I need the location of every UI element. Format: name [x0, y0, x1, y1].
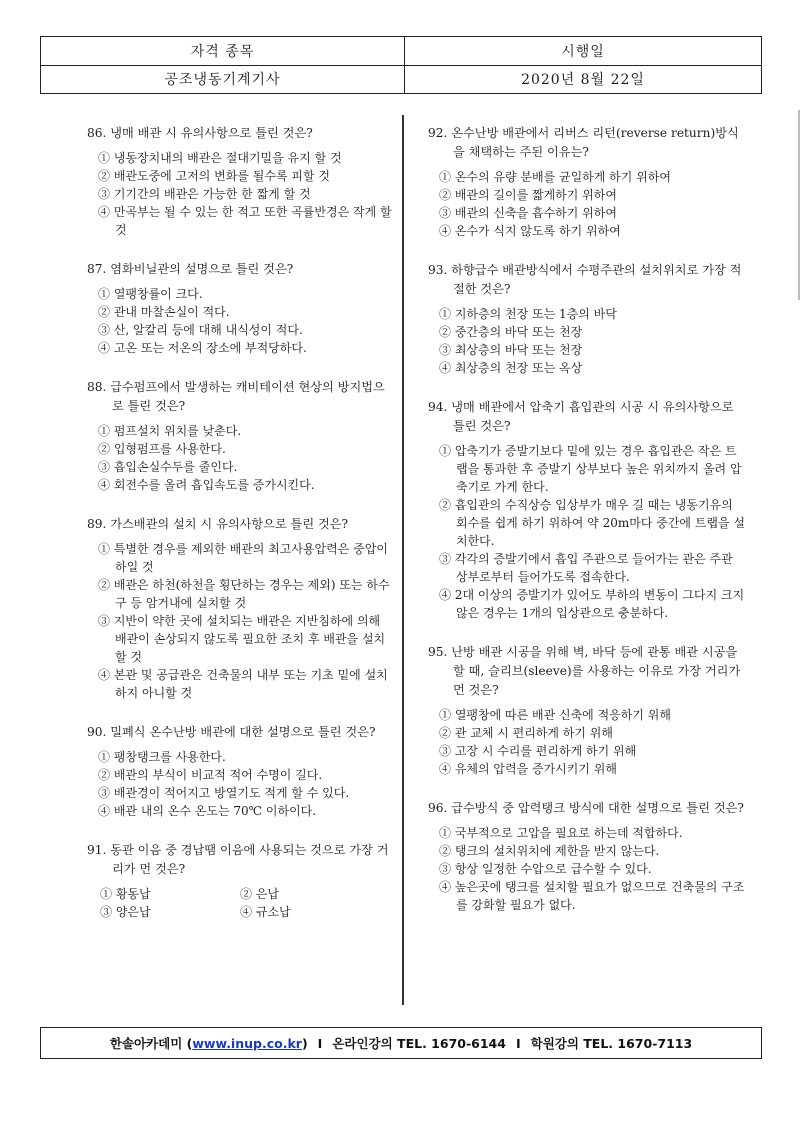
question-88 — [87, 378, 395, 494]
option-3: ③ 고장 시 수리를 편리하게 하기 위해 — [439, 744, 637, 758]
option-list — [428, 305, 748, 377]
question-title — [87, 515, 395, 534]
question-title — [428, 261, 748, 299]
column-divider — [402, 115, 404, 1005]
online-phone: 온라인강의 TEL. 1670-6144 — [332, 1036, 506, 1051]
left-column — [87, 124, 395, 921]
option-4: ④ 고온 또는 저온의 장소에 부적당하다. — [98, 341, 307, 355]
question-96 — [428, 799, 748, 914]
option-1: ① 특별한 경우를 제외한 배관의 최고사용압력은 중압이하일 것 — [98, 542, 388, 574]
option-list — [428, 168, 748, 240]
option-4: ④ 배관 내의 온수 온도는 70℃ 이하이다. — [98, 804, 317, 818]
option-list — [87, 748, 395, 820]
option-3: ③ 흡입손실수두를 줄인다. — [98, 460, 238, 474]
question-number: 88. — [87, 380, 107, 394]
question-number: 89. — [87, 517, 107, 531]
question-90 — [87, 723, 395, 820]
question-number: 93. — [428, 263, 448, 277]
option-list — [87, 285, 395, 357]
option-4: ④ 온수가 식지 않도록 하기 위하여 — [439, 224, 621, 238]
option-3: ③ 지반이 약한 곳에 설치되는 배관은 지반침하에 의해 배관이 손상되지 않도록 필요한 조치 후 배관을 설치할 것 — [98, 614, 386, 664]
option-2: ② 배관의 부식이 비교적 적어 수명이 길다. — [98, 768, 323, 782]
option-4: ④ 규소납 — [240, 905, 291, 919]
question-91 — [87, 841, 395, 921]
question-title — [428, 799, 748, 818]
option-4: ④ 본관 및 공급관은 건축물의 내부 또는 기초 밑에 설치하지 아니할 것 — [98, 668, 388, 700]
offline-phone: 학원강의 TEL. 1670-7113 — [530, 1036, 693, 1051]
option-3: ③ 기기간의 배관은 가능한 한 짧게 할 것 — [98, 187, 311, 201]
question-text: 급수방식 중 압력탱크 방식에 대한 설명으로 틀린 것은? — [451, 801, 744, 815]
website-link[interactable]: www.inup.co.kr — [192, 1035, 302, 1051]
question-text: 온수난방 배관에서 리버스 리턴(reverse return)방식을 채택하는 주된 이유는? — [451, 126, 739, 159]
question-86 — [87, 124, 395, 239]
option-3: ③ 배관의 신축을 흡수하기 위하여 — [439, 206, 617, 220]
option-list — [87, 422, 395, 494]
question-text: 하향급수 배관방식에서 수평주관의 설치위치로 가장 적절한 것은? — [451, 263, 742, 296]
question-title — [428, 124, 748, 162]
option-4: ④ 만곡부는 될 수 있는 한 적고 또한 곡률반경은 작게 할 것 — [98, 205, 392, 237]
question-number: 87. — [87, 262, 107, 276]
option-4: ④ 최상층의 천장 또는 옥상 — [439, 361, 583, 375]
question-title — [87, 378, 395, 416]
question-94 — [428, 398, 748, 622]
question-text: 가스배관의 설치 시 유의사항으로 틀린 것은? — [110, 517, 349, 531]
question-text: 밀폐식 온수난방 배관에 대한 설명으로 틀린 것은? — [110, 725, 376, 739]
question-text: 난방 배관 시공을 위해 벽, 바닥 등에 관통 배관 시공을 할 때, 슬리브(sleeve)를 사용하는 이유로 가장 거리가 먼 것은? — [451, 645, 741, 697]
question-title — [428, 398, 748, 436]
option-3: ③ 최상층의 바닥 또는 천장 — [439, 343, 583, 357]
question-87 — [87, 260, 395, 357]
option-2: ② 배관도중에 고저의 변화를 될수록 피할 것 — [98, 169, 330, 183]
academy-name: 한솔아카데미 — [109, 1036, 183, 1051]
header-row-values — [41, 65, 761, 93]
right-column — [428, 124, 748, 914]
subject-value: 공조냉동기계기사 — [41, 65, 405, 93]
option-4: ④ 유체의 압력을 증가시키기 위해 — [439, 762, 617, 776]
question-number: 90. — [87, 725, 107, 739]
question-text: 염화비닐관의 설명으로 틀린 것은? — [110, 262, 294, 276]
option-2: ② 중간층의 바닥 또는 천장 — [439, 325, 583, 339]
question-number: 94. — [428, 400, 448, 414]
date-label: 시행일 — [561, 44, 605, 60]
question-text: 동관 이음 중 경납땜 이음에 사용되는 것으로 가장 거리가 먼 것은? — [110, 843, 389, 876]
option-4: ④ 2대 이상의 증발기가 있어도 부하의 변동이 그다지 크지 않은 경우는 1개의 입상관으로 충분하다. — [439, 588, 745, 620]
option-3: ③ 양은납 — [100, 905, 151, 919]
option-4: ④ 회전수를 올려 흡입속도를 증가시킨다. — [98, 478, 315, 492]
question-text: 냉매 배관에서 압축기 흡입관의 시공 시 유의사항으로 틀린 것은? — [451, 400, 734, 433]
option-2: ② 관내 마찰손실이 적다. — [98, 305, 230, 319]
option-1: ① 황동납 — [100, 887, 151, 901]
option-3: ③ 항상 일정한 수압으로 급수할 수 있다. — [439, 862, 652, 876]
option-2: ② 배관의 길이를 짧게하기 위하여 — [439, 188, 617, 202]
option-2: ② 탱크의 설치위치에 제한을 받지 않는다. — [439, 844, 660, 858]
question-title — [87, 723, 395, 742]
subject-label: 자격 종목 — [41, 37, 405, 65]
question-title — [87, 841, 395, 879]
option-3: ③ 산, 알칼리 등에 대해 내식성이 적다. — [98, 323, 303, 337]
option-2: ② 배관은 하천(하천을 횡단하는 경우는 제외) 또는 하수구 등 암거내에 실치할 것 — [98, 578, 390, 610]
option-1: ① 지하층의 천장 또는 1층의 바닥 — [439, 307, 617, 321]
footer-contact-bar: 한솔아카데미 ( www.inup.co.kr ) I 온라인강의 TEL. 1670-6144 I 학원강의 TEL. 1670-7113 — [40, 1027, 762, 1059]
question-number: 91. — [87, 843, 107, 857]
option-list — [428, 442, 748, 622]
option-2: ② 입형펌프를 사용한다. — [98, 442, 226, 456]
question-number: 86. — [87, 126, 107, 140]
question-title — [428, 643, 748, 700]
option-2: ② 관 교체 시 편리하게 하기 위해 — [439, 726, 613, 740]
option-1: ① 열팽창에 따른 배관 신축에 적응하기 위해 — [439, 708, 671, 722]
header-row-labels — [41, 37, 761, 66]
option-1: ① 냉동장치내의 배관은 절대기밀을 유지 할 것 — [98, 151, 342, 165]
option-4: ④ 높은곳에 탱크를 설치할 필요가 없으므로 건축물의 구조를 강화할 필요가 없다. — [439, 880, 745, 912]
question-text: 급수펌프에서 발생하는 캐비테이션 현상의 방지법으로 틀린 것은? — [110, 380, 385, 413]
question-92 — [428, 124, 748, 240]
option-2: ② 흡입관의 수직상승 입상부가 매우 길 때는 냉동기유의 회수를 쉽게 하기 위하여 약 20m마다 중간에 트랩을 설치한다. — [439, 498, 746, 548]
date-value: 2020년 8월 22일 — [521, 72, 645, 88]
question-number: 95. — [428, 645, 448, 659]
footer-separator: I — [317, 1035, 323, 1051]
option-1: ① 국부적으로 고압을 필요로 하는데 적합하다. — [439, 826, 683, 840]
option-1: ① 팽창탱크를 사용한다. — [98, 750, 226, 764]
option-list — [428, 824, 748, 914]
option-list — [87, 540, 395, 702]
option-list — [87, 149, 395, 239]
option-1: ① 온수의 유량 분배를 균일하게 하기 위하여 — [439, 170, 671, 184]
option-1: ① 펌프설치 위치를 낮춘다. — [98, 424, 242, 438]
question-93 — [428, 261, 748, 377]
option-3: ③ 각각의 증발기에서 흡입 주관으로 들어가는 관은 주관 상부로부터 들어가도록 접속한다. — [439, 552, 733, 584]
question-text: 냉매 배관 시 유의사항으로 틀린 것은? — [110, 126, 313, 140]
question-89 — [87, 515, 395, 702]
footer-separator: I — [515, 1035, 521, 1051]
option-list — [428, 706, 748, 778]
option-3: ③ 배관경이 적어지고 방열기도 적게 할 수 있다. — [98, 786, 350, 800]
option-2: ② 은납 — [240, 887, 279, 901]
question-95 — [428, 643, 748, 778]
question-number: 92. — [428, 126, 448, 140]
question-title — [87, 260, 395, 279]
question-title — [87, 124, 395, 143]
option-list — [89, 885, 395, 921]
option-1: ① 열팽창률이 크다. — [98, 287, 203, 301]
exam-header-table — [40, 36, 762, 94]
question-number: 96. — [428, 801, 448, 815]
option-1: ① 압축기가 증발기보다 밑에 있는 경우 흡입관은 작은 트랩을 통과한 후 증발기 상부보다 높은 위치까지 올려 압축기로 가게 한다. — [439, 444, 742, 494]
